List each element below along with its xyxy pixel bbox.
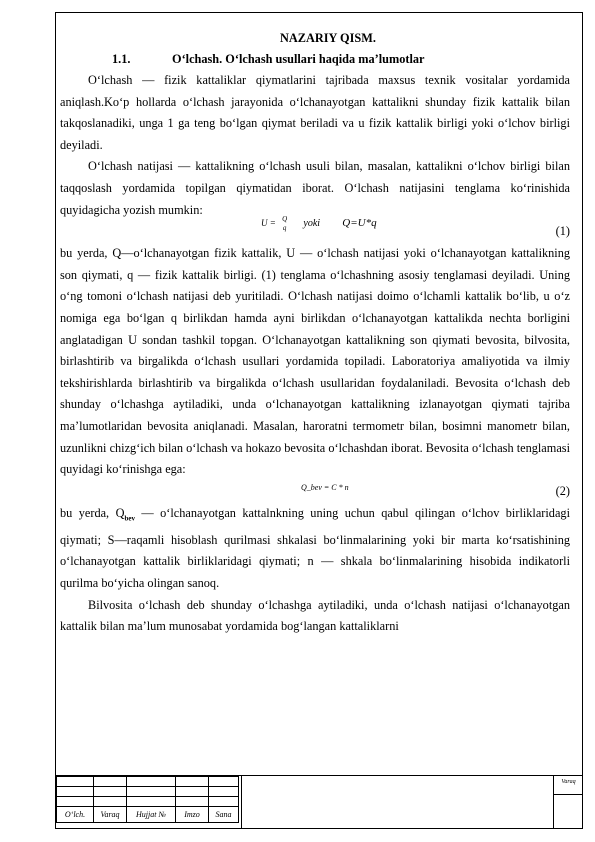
equation-2-formula: Q_bev = C * n: [301, 482, 349, 492]
subsection-number: 1.1.: [112, 52, 131, 66]
stamp-label: Varaq: [94, 807, 127, 823]
equation-2: [56, 481, 570, 503]
section-heading: NAZARIY QISM.: [280, 31, 376, 45]
paragraph-1: O‘lchash — fizik kattaliklar qiymatlarini tajribada maxsus texnik vositalar yordamida aniqlash.Ko‘p hollarda o‘lchash jarayonida o‘lchanayotgan kattalikni shunday fizik kattalik bilan takqoslanadiki, unga 1 ga teng bo‘lgan qiymat beriladi va u fizik kattalik birligi yoki o‘lchov birligi deyiladi.: [60, 73, 570, 152]
paragraph-4: bu yerda, $Q_{bev}$ — o‘lchanayotgan kattalnkning uning uchun qabul qilingan o‘lchov birliklaridagi qiymati; S—raqamli hisoblash qurilmasi shkalasi bo‘linmalarining yoki bir marta ko‘rsatishining o‘lchanayotgan kattalik birliklaridagi qiymati; n — shkala bo‘linmalarining hisobida indikatorli qurilma bo‘yicha olingan sanoq.: [60, 505, 570, 590]
equation-1: [56, 215, 570, 243]
sheet-label: Varaq: [554, 776, 583, 795]
stamp-label: Sana: [209, 807, 239, 823]
equation-1-formula: U = Q q yoki Q=U*q: [261, 215, 377, 233]
fraction: Q q: [282, 215, 288, 233]
title-block: [56, 775, 582, 829]
paragraph-3: bu yerda, Q—o‘lchanayotgan fizik kattalik, U — o‘lchash natijasi yoki o‘lchanayotgan kattalikning son qiymati, q — fizik kattalik birligi. (1) tenglama o‘lchashning asosiy tenglamasi deyiladi. Uning o‘ng tomoni o‘lchash natijasi deb yuritiladi. O‘lchash natijasi doimo o‘lchamli kattalik bo‘lib, u o‘z nomiga ega bo‘lgan q birlikdan hamda ayni birlikdan o‘lchanayotgan kattalikda nechta borligini anglatadigan U sondan tashkil topgan. O‘lchanayotgan kattalikning son qiymati bevosita, bilvosita, birlashtirib va birgalikda o‘lchash usullari yordamida topiladi. Laboratoriya amaliyotida va ilmiy tekshirishlarda birlashtirib va birgalikda o‘lchash usullaridan foydalaniladi. Bevosita o‘lchash deb shunday o‘lchashga aytiladiki, unda o‘lchanayotgan kattalikning izlanayotgan qiymati tajriba ma’lumotlaridan bevosita aniqlanadi. Masalan, haroratni termometr bilan, bosimni manometr bilan, uzunlikni chizg‘ich bilan o‘lchash va hokazo bevosita o‘lchashdan iborat. Bevosita o‘lchash tenglamasi quyidagi ko‘rinishga ega:: [60, 246, 570, 477]
equation-2-number: (2): [555, 483, 570, 498]
subsection-title: O‘lchash. O‘lchash usullari haqida ma’lumotlar: [172, 52, 425, 66]
stamp-title-area: [241, 776, 554, 829]
paragraph-2: O‘lchash natijasi — kattalikning o‘lchash usuli bilan, masalan, kattalikni o‘lchov birligi bilan taqqoslash yordamida topilgan qiymatidan iborat. O‘lchash natijasini tenglama ko‘rinishida quyidagicha yozish mumkin:: [60, 159, 570, 217]
stamp-label: Hujjat №: [127, 807, 176, 823]
subsection-heading: [56, 48, 570, 70]
stamp-label: O‘lch.: [57, 807, 94, 823]
equation-1-number: (1): [555, 224, 570, 239]
document-body: [56, 28, 570, 638]
stamp-label: Imzo: [176, 807, 209, 823]
paragraph-5: Bilvosita o‘lchash deb shunday o‘lchashga aytiladiki, unda o‘lchash natijasi o‘lchanayotgan kattalik bilan ma’lum munosabat yordamida bog‘langan kattaliklarni: [60, 597, 570, 634]
stamp-table: [56, 776, 239, 823]
stamp-sheet-box: [553, 776, 583, 829]
